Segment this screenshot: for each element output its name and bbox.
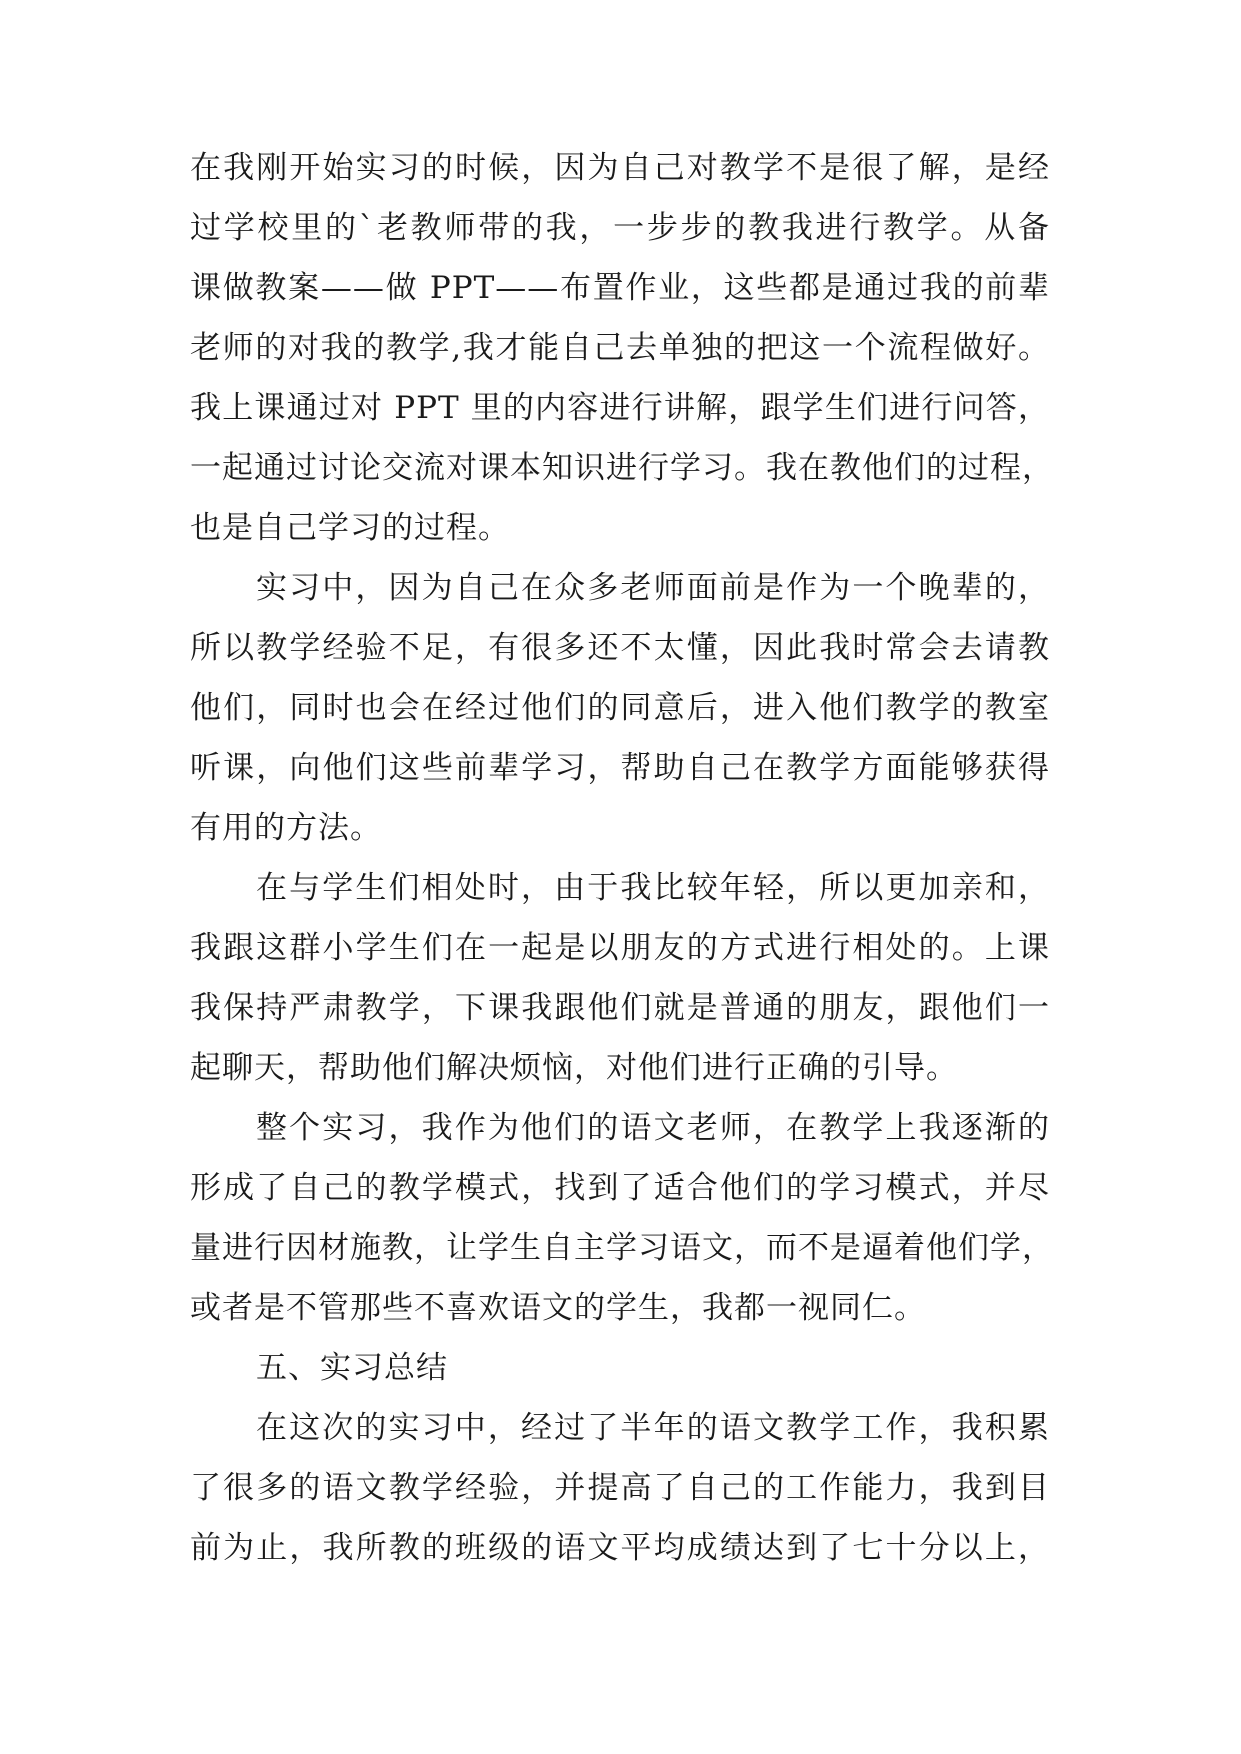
text-line: 量进行因材施教，让学生自主学习语文，而不是逼着他们学， — [190, 1230, 1054, 1266]
text-line: 我保持严肃教学，下课我跟他们就是普通的朋友，跟他们一 — [190, 990, 1050, 1026]
text-line: 起聊天，帮助他们解决烦恼，对他们进行正确的引导。 — [190, 1050, 958, 1086]
section-heading: 五、实习总结 — [256, 1350, 448, 1386]
text-line: 前为止，我所教的班级的语文平均成绩达到了七十分以上， — [190, 1530, 1050, 1566]
text-line: 我上课通过对 PPT 里的内容进行讲解，跟学生们进行问答， — [190, 390, 1050, 426]
text-line: 他们，同时也会在经过他们的同意后，进入他们教学的教室 — [190, 690, 1050, 726]
text-line: 老师的对我的教学,我才能自己去单独的把这一个流程做好。 — [190, 330, 1050, 366]
text-line: 在我刚开始实习的时候，因为自己对教学不是很了解，是经 — [190, 150, 1050, 186]
text-line: 或者是不管那些不喜欢语文的学生，我都一视同仁。 — [190, 1290, 926, 1326]
text-line: 课做教案——做 PPT——布置作业，这些都是通过我的前辈 — [190, 270, 1050, 306]
paragraph-first-line: 整个实习，我作为他们的语文老师，在教学上我逐渐的 — [256, 1110, 1050, 1146]
text-line: 听课，向他们这些前辈学习，帮助自己在教学方面能够获得 — [190, 750, 1050, 786]
text-line: 过学校里的`老教师带的我，一步步的教我进行教学。从备 — [190, 210, 1050, 246]
paragraph-first-line: 实习中，因为自己在众多老师面前是作为一个晚辈的， — [256, 570, 1050, 606]
text-line: 我跟这群小学生们在一起是以朋友的方式进行相处的。上课 — [190, 930, 1050, 966]
text-line: 形成了自己的教学模式，找到了适合他们的学习模式，并尽 — [190, 1170, 1050, 1206]
paragraph-first-line: 在这次的实习中，经过了半年的语文教学工作，我积累 — [256, 1410, 1050, 1446]
paragraph-first-line: 在与学生们相处时，由于我比较年轻，所以更加亲和， — [256, 870, 1050, 906]
text-line: 所以教学经验不足，有很多还不太懂，因此我时常会去请教 — [190, 630, 1050, 666]
text-line: 一起通过讨论交流对课本知识进行学习。我在教他们的过程， — [190, 450, 1054, 486]
text-line: 了很多的语文教学经验，并提高了自己的工作能力，我到目 — [190, 1470, 1050, 1506]
text-line: 也是自己学习的过程。 — [190, 510, 510, 546]
text-line: 有用的方法。 — [190, 810, 382, 846]
